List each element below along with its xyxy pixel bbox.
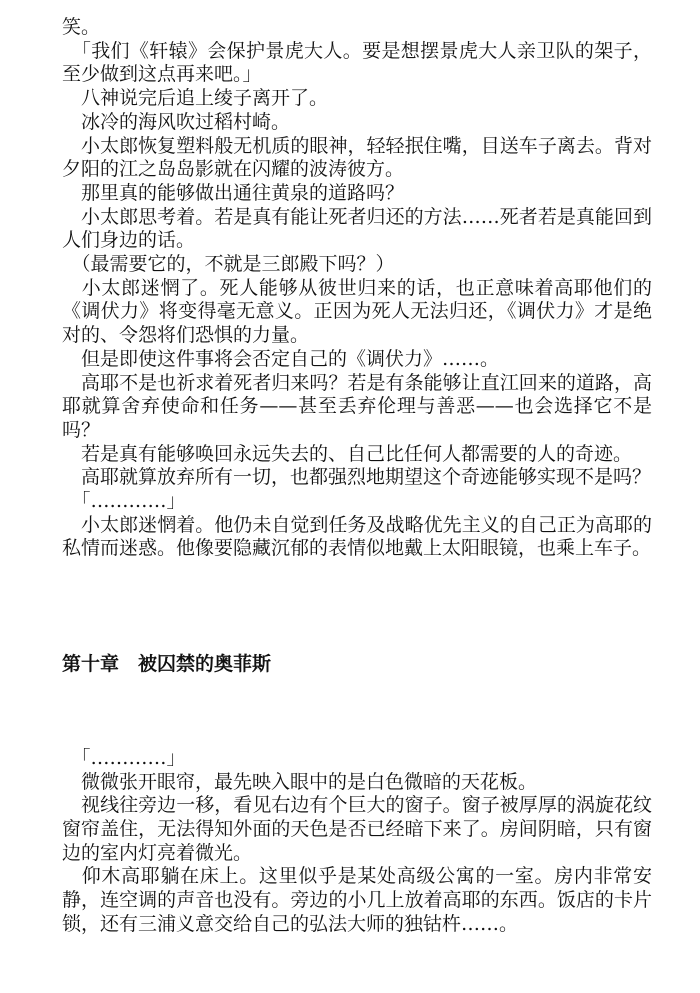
paragraph: 「我们《轩辕》会保护景虎大人。要是想摆景虎大人亲卫队的架子，至少做到这点再来吧。」 [62, 39, 652, 86]
section-before-chapter [62, 16, 652, 561]
document-page [62, 16, 652, 937]
paragraph: 若是真有能够唤回永远失去的、自己比任何人都需要的人的奇迹。 [62, 442, 633, 465]
paragraph: 视线往旁边一移，看见右边有个巨大的窗子。窗子被厚厚的涡旋花纹窗帘盖住，无法得知外面的天色是否已经暗下来了。房间阴暗，只有窗边的室内灯亮着微光。 [62, 794, 652, 864]
paragraph: 微微张开眼帘，最先映入眼中的是白色微暗的天花板。 [62, 770, 538, 793]
paragraph: 仰木高耶躺在床上。这里似乎是某处高级公寓的一室。房内非常安静，连空调的声音也没有。旁边的小几上放着高耶的东西。饭店的卡片锁，还有三浦义意交给自己的弘法大师的独钴杵……。 [62, 865, 652, 935]
section-after-chapter [62, 747, 652, 937]
paragraph: 小太郎恢复塑料般无机质的眼神，轻轻抿住嘴，目送车子离去。背对夕阳的江之岛岛影就在闪耀的波涛彼方。 [62, 134, 652, 181]
paragraph: 「…………」 [62, 746, 186, 769]
paragraph: 笑。 [62, 16, 101, 38]
paragraph: 高耶不是也祈求着死者归来吗？若是有条能够让直江回来的道路，高耶就算舍弃使命和任务——甚至丢弃伦理与善恶——也会选择它不是吗？ [62, 371, 652, 441]
paragraph: 八神说完后追上绫子离开了。 [62, 87, 329, 110]
paragraph: 冰冷的海风吹过稻村崎。 [62, 110, 291, 133]
paragraph: 高耶就算放弃所有一切，也都强烈地期望这个奇迹能够实现不是吗？ [62, 466, 652, 489]
paragraph: 小太郎思考着。若是真有能让死者归还的方法……死者若是真能回到人们身边的话。 [62, 205, 652, 252]
chapter-title: 第十章 被囚禁的奥菲斯 [62, 653, 272, 676]
paragraph: （最需要它的，不就是三郎殿下吗？） [62, 253, 395, 276]
spacer [62, 677, 652, 733]
spacer [62, 733, 652, 747]
paragraph: 小太郎迷惘了。死人能够从彼世归来的话，也正意味着高耶他们的《调伏力》将变得毫无意义。正因为死人无法归还，《调伏力》才是绝对的、令怨将们恐惧的力量。 [62, 276, 652, 347]
paragraph: 那里真的能够做出通往黄泉的道路吗？ [62, 181, 405, 204]
paragraph: 小太郎迷惘着。他仍未自觉到任务及战略优先主义的自己正为高耶的私情而迷惑。他像要隐藏沉郁的表情似地戴上太阳眼镜，也乘上车子。 [62, 513, 652, 560]
paragraph: 「…………」 [62, 490, 186, 513]
spacer [62, 561, 652, 617]
paragraph: 但是即使这件事将会否定自己的《调伏力》……。 [62, 347, 500, 370]
